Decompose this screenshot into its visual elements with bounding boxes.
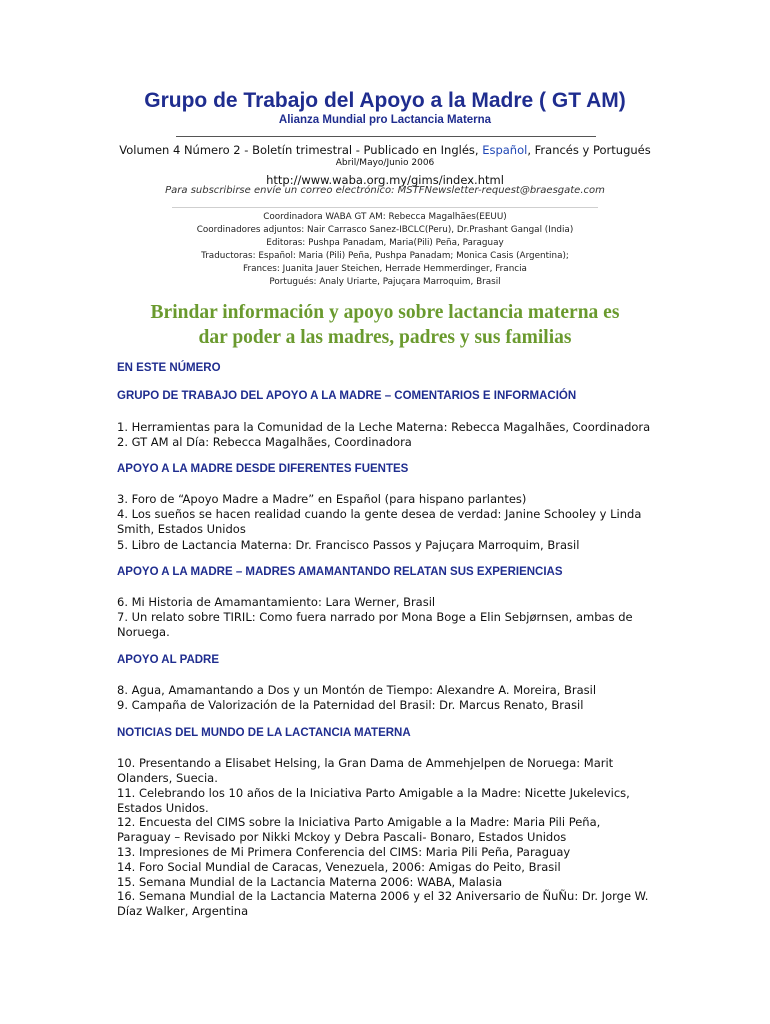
issue-date: Abril/Mayo/Junio 2006	[335, 158, 435, 168]
section-title: APOYO A LA MADRE – MADRES AMAMANTANDO RELATAN SUS EXPERIENCIAS	[117, 566, 563, 578]
list-item[interactable]: 9. Campaña de Valorización de la Paternidad del Brasil: Dr. Marcus Renato, Brasil	[117, 698, 584, 712]
list-item[interactable]: 15. Semana Mundial de la Lactancia Materna 2006: WABA, Malasia	[117, 875, 503, 889]
section-title: GRUPO DE TRABAJO DEL APOYO A LA MADRE – COMENTARIOS E INFORMACIÓN	[117, 390, 577, 402]
credit-line: Traductoras: Español: Maria (Pili) Peña, Pushpa Panadam; Monica Casis (Argentina);	[201, 251, 569, 261]
list-item[interactable]: 13. Impresiones de Mi Primera Conferencia del CIMS: Maria Pili Peña, Paraguay	[117, 845, 571, 859]
credit-line: Portugués: Analy Uriarte, Pajuçara Marroquim, Brasil	[269, 277, 501, 287]
list-item[interactable]: 16. Semana Mundial de la Lactancia Materna 2006 y el 32 Aniversario de ÑuÑu: Dr. Jorge W. Díaz Walker, Argentina	[117, 889, 649, 918]
credit-line: Coordinadores adjuntos: Nair Carrasco Sanez-IBCLC(Peru), Dr.Prashant Gangal (India)	[196, 225, 574, 235]
slogan-line-1: Brindar información y apoyo sobre lactancia materna es	[150, 302, 620, 323]
section-title: APOYO A LA MADRE DESDE DIFERENTES FUENTES	[117, 463, 409, 475]
contents-heading: EN ESTE NÚMERO	[117, 362, 221, 374]
list-item[interactable]: 2. GT AM al Día: Rebecca Magalhães, Coordinadora	[117, 435, 412, 449]
slogan-line-2: dar poder a las madres, padres y sus familias	[198, 327, 572, 348]
section-title: APOYO AL PADRE	[117, 654, 220, 666]
volume-line	[0, 143, 770, 157]
subscribe-note: Para subscribirse envíe un correo electrónico: MSTFNewsletter-request@braesgate.com	[165, 185, 605, 196]
header-divider	[176, 136, 596, 137]
language-link-espanol[interactable]: Español	[482, 143, 528, 157]
volume-text-end: , Francés y Portugués	[527, 143, 651, 157]
list-item[interactable]: 14. Foro Social Mundial de Caracas, Venezuela, 2006: Amigas do Peito, Brasil	[117, 860, 561, 874]
list-item[interactable]: 11. Celebrando los 10 años de la Iniciativa Parto Amigable a la Madre: Nicette Jukelevics, Estados Unidos.	[117, 786, 630, 815]
page-subtitle: Alianza Mundial pro Lactancia Materna	[278, 114, 492, 126]
list-item[interactable]: 6. Mi Historia de Amamantamiento: Lara Werner, Brasil	[117, 595, 436, 609]
list-item[interactable]: 5. Libro de Lactancia Materna: Dr. Francisco Passos y Pajuçara Marroquim, Brasil	[117, 538, 580, 552]
credits-divider	[172, 207, 598, 208]
page-title: Grupo de Trabajo del Apoyo a la Madre ( GT AM)	[144, 89, 626, 112]
list-item[interactable]: 12. Encuesta del CIMS sobre la Iniciativa Parto Amigable a la Madre: Maria Pili Peña, Paraguay – Revisado por Nikki Mckoy y Debra Pascali- Bonaro, Estados Unidos	[117, 815, 601, 844]
volume-text: Volumen 4 Número 2 - Boletín trimestral - Publicado en Inglés,	[119, 143, 483, 157]
section-title: NOTICIAS DEL MUNDO DE LA LACTANCIA MATERNA	[117, 727, 411, 739]
list-item[interactable]: 8. Agua, Amamantando a Dos y un Montón de Tiempo: Alexandre A. Moreira, Brasil	[117, 683, 597, 697]
list-item[interactable]: 7. Un relato sobre TIRIL: Como fuera narrado por Mona Boge a Elin Sebjørnsen, ambas de Noruega.	[117, 610, 633, 639]
website-url[interactable]: http://www.waba.org.my/gims/index.html	[266, 173, 504, 187]
list-item[interactable]: 1. Herramientas para la Comunidad de la Leche Materna: Rebecca Magalhães, Coordinadora	[117, 420, 651, 434]
list-item[interactable]: 3. Foro de “Apoyo Madre a Madre” en Español (para hispano parlantes)	[117, 492, 527, 506]
list-item[interactable]: 10. Presentando a Elisabet Helsing, la Gran Dama de Ammehjelpen de Noruega: Marit Olanders, Suecia.	[117, 756, 614, 785]
credit-line: Frances: Juanita Jauer Steichen, Herrade Hemmerdinger, Francia	[243, 264, 527, 274]
list-item[interactable]: 4. Los sueños se hacen realidad cuando la gente desea de verdad: Janine Schooley y Linda Smith, Estados Unidos	[117, 507, 642, 536]
credit-line: Editoras: Pushpa Panadam, Maria(Pili) Peña, Paraguay	[266, 238, 504, 248]
credit-line: Coordinadora WABA GT AM: Rebecca Magalhães(EEUU)	[263, 212, 507, 222]
